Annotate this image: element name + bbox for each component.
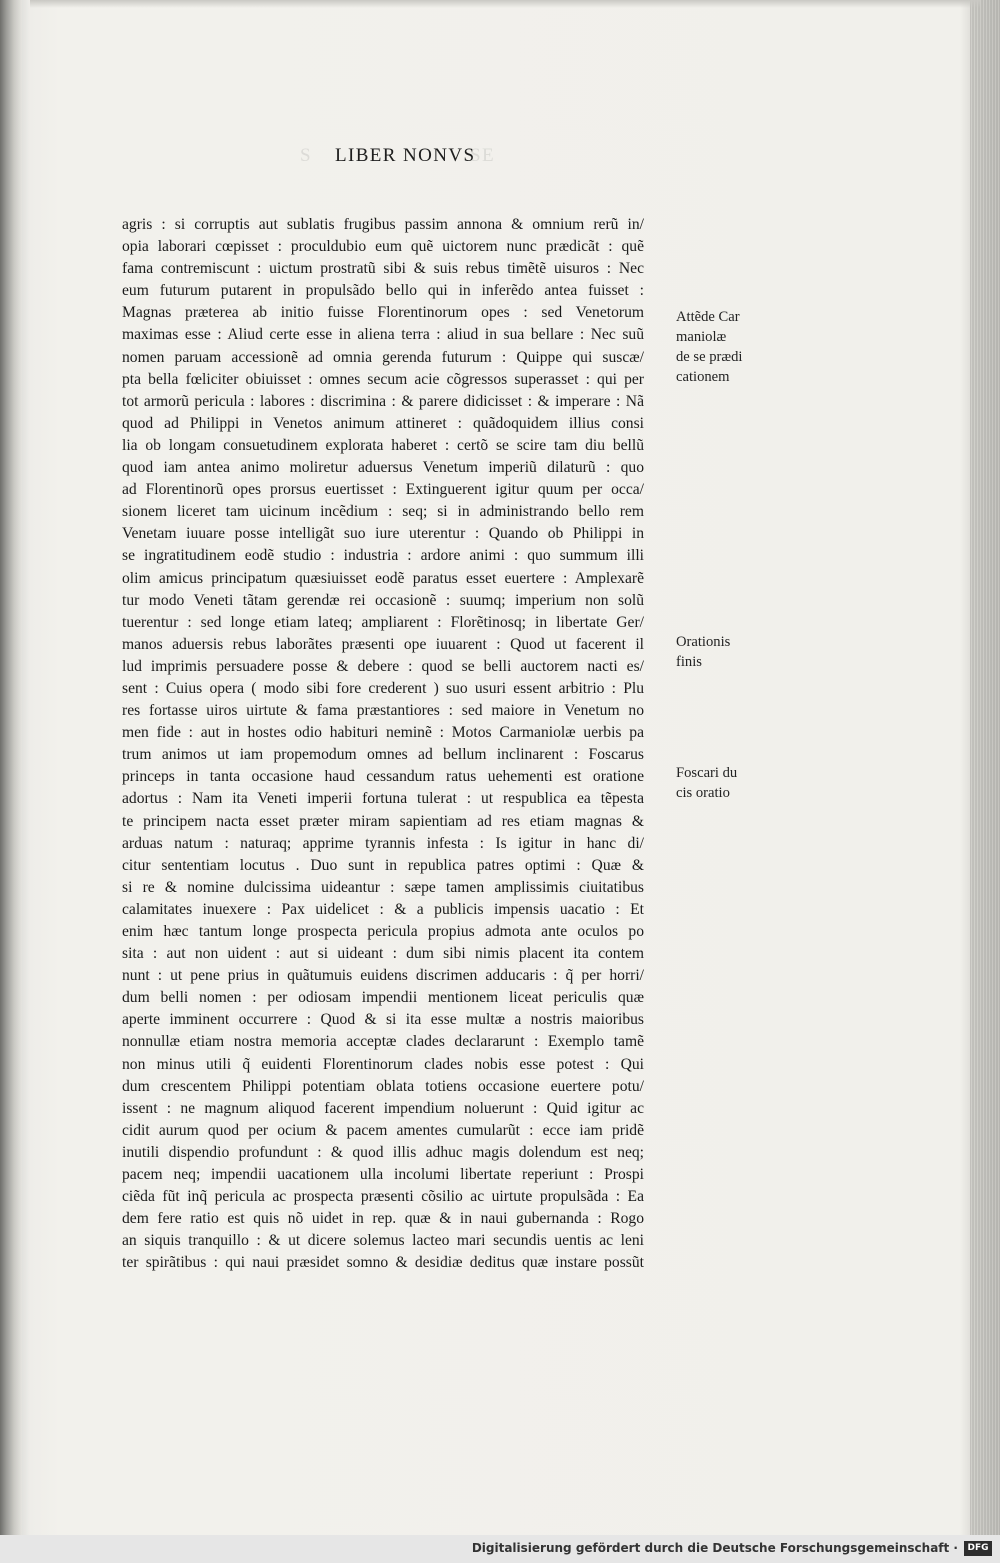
margin-note-line: maniolæ	[676, 329, 727, 345]
text-line: se ingratitudinem eodẽ studio : industria : ardore animi : quo summum illi	[122, 547, 644, 565]
page-stack-edge	[970, 0, 1000, 1535]
page-top-shadow	[30, 0, 980, 8]
text-line: inutili dispendio profundunt : & quod illis adhuc magis dolendum est neq;	[122, 1143, 644, 1161]
show-through-text: SE	[470, 145, 495, 166]
text-line: adortus : Nam ita Veneti imperii fortuna tulerat : ut respublica ea tẽpesta	[122, 790, 644, 808]
margin-note-line: cis oratio	[676, 785, 730, 801]
text-line: olim amicus principatum quæsiuisset eodẽ paratus esset euertere : Amplexarẽ	[122, 569, 644, 587]
text-line: sionem liceret tam uicinum incẽdium : seq; si in administrando bello rem	[122, 503, 644, 521]
margin-note-line: Attẽde Car	[676, 309, 740, 325]
text-line: pacem neq; impendii uacationem ulla incolumi libertate reperiunt : Prospi	[122, 1166, 644, 1184]
text-line: princeps in tanta occasione haud cessandum ratus uehementi est oratione	[122, 768, 644, 786]
show-through-text: S	[300, 145, 312, 166]
running-head: LIBER NONVS	[335, 145, 476, 166]
text-line: sita : aut non uident : aut si uideant : dum sibi nimis placent ita contem	[122, 945, 644, 963]
text-line: si re & nomine dulcissima uideantur : sæpe tamen amplissimis ciuitatibus	[122, 878, 644, 896]
text-line: dum crescentem Philippi potentiam oblata totiens occasione euertere potu/	[122, 1077, 644, 1095]
text-line: tur modo Veneti tãtam gerendæ rei occasionẽ : suumq; imperium non solũ	[122, 591, 644, 609]
text-line: ad Florentinorũ opes prorsus euertisset : Extinguerent igitur quum per occa/	[122, 481, 644, 499]
text-line: tuerentur : sed longe etiam lateq; ampliarent : Florẽtinosq; in libertate Ger/	[122, 613, 644, 631]
text-line: enim hæc tantum longe prospecta pericula propius admota ante oculos po	[122, 923, 644, 940]
margin-note-line: de se prædi	[676, 349, 743, 365]
text-line: sent : Cuius opera ( modo sibi fore crederent ) suo usuri essent arbitrio : Plu	[122, 679, 644, 697]
text-line: non minus utili q̃ euidenti Florentinorum clades nobis esse potest : Qui	[122, 1055, 644, 1073]
margin-note-line: cationem	[676, 369, 730, 385]
margin-note-line: Foscari du	[676, 765, 738, 781]
text-line: eum futurum putarent in propulsãdo bello qui in inferẽdo antea fuisset :	[122, 282, 644, 300]
text-line: quod ad Philippi in Venetos animum attineret : quãdoquidem illius consi	[122, 414, 644, 432]
text-line: calamitates inuexere : Pax uidelicet : & a publicis impensis uacatio : Et	[122, 900, 644, 918]
text-line: trum animos ut iam propemodum omnes ad bellum inclinarent : Foscarus	[122, 746, 644, 764]
funding-notice: Digitalisierung gefördert durch die Deutsche Forschungsgemeinschaft ·	[471, 1541, 958, 1555]
text-line: men fide : aut in hostes odio habituri neminẽ : Motos Carmaniolæ uerbis pa	[122, 724, 644, 742]
text-line: ter spirãtibus : qui naui præsidet somno & desidiæ deditus quæ instare possũt	[122, 1254, 644, 1272]
text-line: cidit aurum quod per ocium & pacem amentes cumularũt : ecce iam pridẽ	[122, 1121, 644, 1139]
text-line: agris : si corruptis aut sublatis frugibus passim annona & omnium rerũ in/	[122, 216, 644, 233]
text-line: issent : ne magnum aliquod facerent impendium noluerunt : Quid igitur ac	[122, 1099, 644, 1117]
margin-note-line: finis	[676, 654, 702, 670]
text-line: quod iam antea animo moliretur aduersus Venetum imperiũ dilaturũ : quo	[122, 459, 644, 477]
margin-note-line: Orationis	[676, 634, 731, 650]
text-line: Venetam iuuare posse intelligãt suo iure uterentur : Quando ob Philippi in	[122, 525, 644, 543]
text-line: opia laborari cœpisset : proculdubio eum quẽ uictorem nunc prædicãt : quẽ	[122, 238, 644, 256]
text-line: Magnas præterea ab initio fuisse Florentinorum opes : sed Venetorum	[122, 304, 644, 322]
text-line: nunt : ut pene prius in quãtumuis euidens discrimen adducaris : q̃ per horri/	[122, 967, 644, 985]
text-line: citur sententiam locutus . Duo sunt in republica patres optimi : Quæ &	[122, 856, 644, 874]
text-line: arduas natum : naturaq; apprime tyrannis infesta : Is igitur in hanc di/	[122, 834, 644, 852]
text-line: dum belli nomen : per odiosam impendii mentionem liceat periculis quæ	[122, 989, 644, 1007]
text-line: res fortasse uiros uirtute & fama præstantiores : sed maiore in Venetum no	[122, 702, 644, 720]
dfg-logo: DFG	[964, 1541, 992, 1556]
margin-note-orationis-finis	[676, 632, 776, 672]
text-line: pta bella fœliciter obiuisset : omnes secum acie cõgressos superasset : qui per	[122, 370, 644, 388]
body-text	[122, 214, 644, 1275]
left-page-edge	[0, 0, 22, 1535]
text-line: nonnullæ etiam nostra memoria acceptæ clades declararunt : Exemplo tamẽ	[122, 1033, 644, 1051]
text-line: maximas esse : Aliud certe esse in aliena terra : aliud in sua bellare : Nec suũ	[122, 326, 644, 344]
text-line: dem fere ratio est quis nõ uidet in rep. quæ & in naui gubernanda : Rogo	[122, 1210, 644, 1228]
margin-note-foscari-oratio	[676, 763, 776, 803]
text-line: lia ob longam consuetudinem explorata haberet : certõ se scire tam diu bellũ	[122, 436, 644, 454]
margin-note-carmaniola	[676, 307, 776, 387]
footer-bar	[0, 1535, 1000, 1563]
text-line: fama contremiscunt : uictum prostratũ sibi & suis rebus timẽtẽ uisuros : Nec	[122, 260, 644, 278]
text-line: manos aduersis rebus laborãtes præsenti ope iuuarent : Quod ut facerent il	[122, 635, 644, 653]
text-line: nomen paruam accessionẽ ad omnia gerenda futurum : Quippe qui suscæ/	[122, 348, 644, 366]
text-line: aperte imminent occurrere : Quod & si ita esse multæ a nostris maioribus	[122, 1011, 644, 1029]
text-line: an siquis tranquillo : & ut dicere solemus lacteo mari secundis uentis ac leni	[122, 1232, 644, 1250]
text-line: te principem nacta esset præter miram sapientiam ad res etiam magnas &	[122, 812, 644, 830]
text-line: lud imprimis persuadere posse & debere : quod se belli auctorem nacti es/	[122, 657, 644, 675]
text-line: ciẽda fũt inq̃ pericula ac prospecta præsenti cõsilio ac uirtute propulsãda : Ea	[122, 1188, 644, 1206]
text-line: tot armorũ pericula : labores : discrimina : & parere didicisset : & imperare : Nã	[122, 392, 644, 410]
